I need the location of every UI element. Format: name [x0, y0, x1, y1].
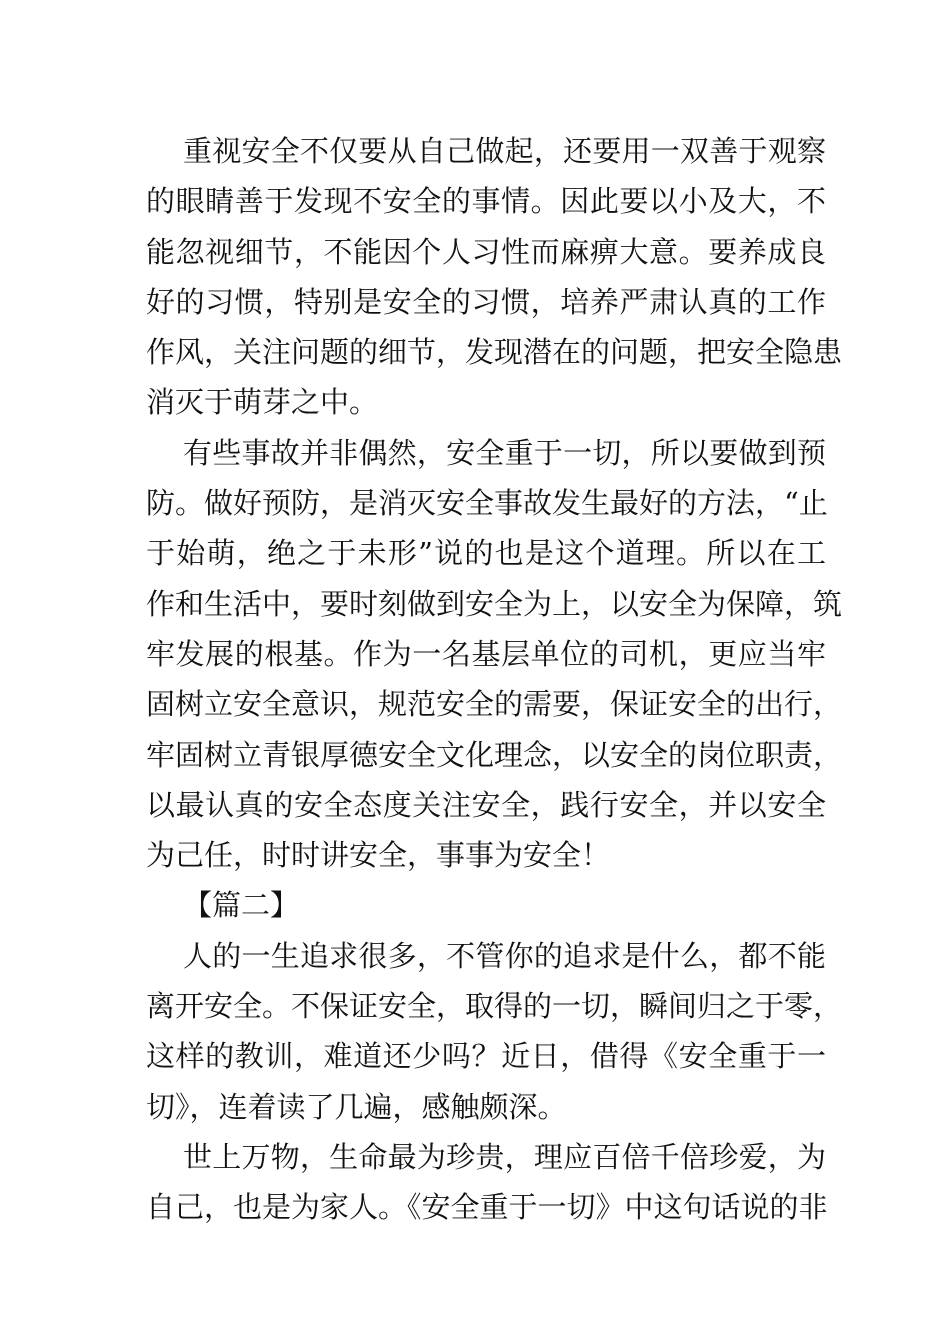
paragraph-line: 世上万物，生命最为珍贵，理应百倍千倍珍爱，为 [183, 1139, 826, 1174]
paragraph-4 [146, 1132, 826, 1233]
paragraph-line: 自己，也是为家人。《安全重于一切》中这句话说的非 [146, 1190, 828, 1225]
document-body [146, 126, 843, 1233]
section-heading-block [146, 880, 826, 930]
paragraph-line: 能忽视细节，不能因个人习性而麻痹大意。要养成良 [146, 234, 826, 269]
paragraph-1 [146, 126, 843, 428]
paragraph-line: 有些事故并非偶然，安全重于一切，所以要做到预 [183, 435, 826, 470]
paragraph-line: 作风，关注问题的细节，发现潜在的问题，把安全隐患 [146, 335, 843, 370]
paragraph-line: 消灭于萌芽之中。 [146, 385, 379, 420]
paragraph-line: 防。做好预防，是消灭安全事故发生最好的方法，“止 [146, 486, 828, 521]
section-heading: 【篇二】 [183, 888, 300, 923]
paragraph-2 [146, 428, 843, 881]
paragraph-line: 为己任，时时讲安全，事事为安全！ [146, 838, 611, 873]
paragraph-line: 的眼睛善于发现不安全的事情。因此要以小及大，不 [146, 184, 826, 219]
paragraph-line: 切》，连着读了几遍，感触颇深。 [146, 1089, 567, 1124]
paragraph-line: 牢固树立青银厚德安全文化理念，以安全的岗位职责， [146, 737, 843, 772]
paragraph-3 [146, 931, 843, 1132]
paragraph-line: 好的习惯，特别是安全的习惯，培养严肃认真的工作 [146, 284, 826, 319]
paragraph-line: 重视安全不仅要从自己做起，还要用一双善于观察 [183, 134, 826, 168]
paragraph-line: 牢发展的根基。作为一名基层单位的司机，更应当牢 [146, 636, 826, 671]
paragraph-line: 离开安全。不保证安全，取得的一切，瞬间归之于零， [146, 989, 843, 1024]
paragraph-line: 以最认真的安全态度关注安全，践行安全，并以安全 [146, 787, 826, 822]
paragraph-line: 于始萌，绝之于未形”说的也是这个道理。所以在工 [146, 536, 826, 571]
paragraph-line: 固树立安全意识，规范安全的需要，保证安全的出行， [146, 687, 843, 722]
paragraph-line: 这样的教训，难道还少吗？近日，借得《安全重于一 [146, 1039, 826, 1074]
paragraph-line: 人的一生追求很多，不管你的追求是什么，都不能 [183, 938, 826, 973]
paragraph-line: 作和生活中，要时刻做到安全为上，以安全为保障，筑 [146, 586, 843, 621]
